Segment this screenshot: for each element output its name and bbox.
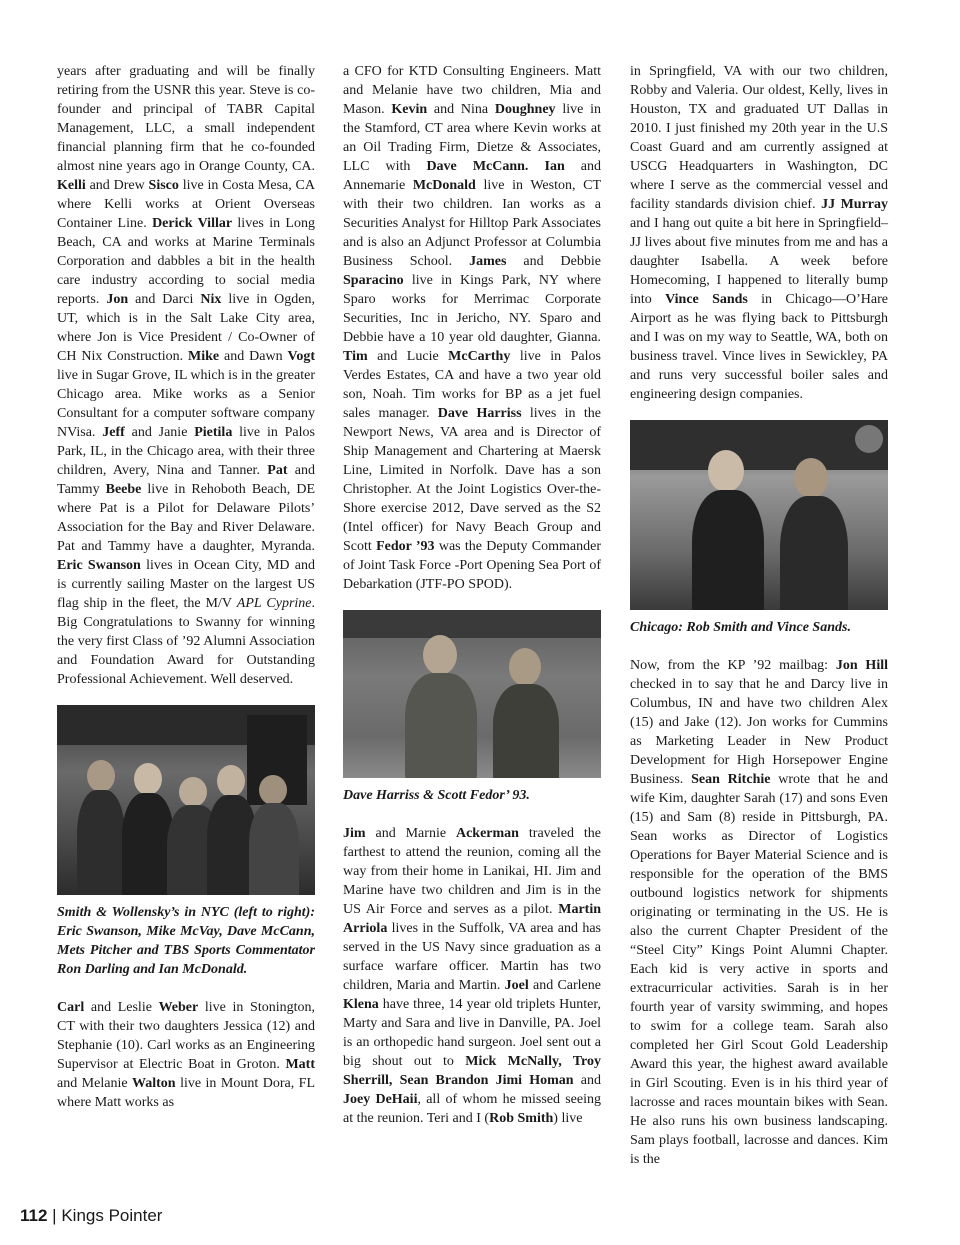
text-run: live in Rehoboth Beach, DE where Pat is a Pilot for Delaware Pilots’ Association for the Bay and River Delaware. Pat and Tammy have a daughter, Myranda.: [57, 482, 315, 554]
photo-smith-wollensky: [57, 705, 315, 895]
bold-name: Tim: [343, 349, 368, 364]
footer-separator: |: [52, 1206, 57, 1225]
bold-name: Mick McNally, Troy Sherrill, Sean Brandon Jimi Homan: [343, 1054, 601, 1088]
bold-name: Matt: [285, 1057, 315, 1072]
photo-caption: Chicago: Rob Smith and Vince Sands.: [630, 620, 851, 635]
bold-name: Weber: [158, 1000, 199, 1015]
text-run: and Melanie: [57, 1076, 133, 1091]
photo-caption: Dave Harriss & Scott Fedor’ 93.: [343, 788, 530, 803]
bold-name: Dave McCann.: [426, 159, 529, 174]
text-run: in Chicago—O’Hare Airport as he was flying back to Pittsburgh and I was on my way to Seattle, WA, both on business travel. Vince lives in Sewickley, PA and runs very successful boiler sales and engineering design companies.: [630, 292, 888, 402]
text-run: live in Weston, CT with their two children. Ian works as a Securities Analyst for Hilltop Park Associates and is also an Adjunct Professor at Columbia Business School.: [343, 178, 601, 269]
text-run: was the Deputy Commander of Joint Task Force -Port Opening Sea Port of Debarkation (JTF-PO SPOD).: [343, 539, 601, 592]
bold-name: Carl: [57, 1000, 85, 1015]
text-run: traveled the farthest to attend the reunion, coming all the way from their home in Lanikai, HI. Jim and Marine have two children and Jim is in the US Air Force and serves as a pilot.: [343, 826, 601, 917]
text-run: and Janie: [124, 425, 195, 440]
text-run: and Dawn: [219, 349, 288, 364]
text-run: in Springfield, VA with our two children, Robby and Valeria. Our oldest, Kelly, lives in Houston, TX and graduated UT Dallas in 2010. I just finished my 20th year in the U.S Coast Guard and am currently assigned at USCG Headquarters in Washington, DC where I serve as the commercial vessel and facility standards division chief.: [630, 64, 888, 212]
bold-name: McCarthy: [448, 349, 511, 364]
bold-name: Jim: [343, 826, 366, 841]
text-run: live in the Stamford, CT area where Kevin works at an Oil Trading Firm, Dietze & Associates, LLC with: [343, 102, 601, 174]
bold-name: Kevin: [391, 102, 428, 117]
bold-name: Vogt: [287, 349, 316, 364]
article-paragraph: [57, 62, 315, 689]
bold-name: Rob Smith: [489, 1111, 554, 1126]
page-footer: [20, 1206, 162, 1226]
publication-name: Kings Pointer: [61, 1206, 163, 1225]
text-run: live in Costa Mesa, CA where Kelli works at Orient Overseas Container Line.: [57, 178, 316, 231]
text-run: a CFO for KTD Consulting Engineers. Matt and Melanie have two children, Mia and Mason.: [343, 64, 601, 117]
article-paragraph: [630, 62, 888, 404]
text-run: and Darci: [128, 292, 201, 307]
bold-name: Walton: [132, 1076, 176, 1091]
bold-name: Fedor ’93: [376, 539, 435, 554]
photo-harriss-fedor: [343, 610, 601, 778]
bold-name: Martin Arriola: [343, 902, 601, 936]
column-1: [57, 62, 315, 1112]
text-run: live in Ogden, UT, which is in the Salt Lake City area, where Jon is Vice President / Co-Owner of CH Nix Construction.: [57, 292, 315, 364]
text-run: have three, 14 year old triplets Hunter, Marty and Sara and live in Danville, PA. Joel is an orthopedic hand surgeon. Joel sent out a big shout out to: [343, 997, 601, 1069]
text-run: and Tammy: [57, 463, 316, 497]
bold-name: Klena: [343, 997, 379, 1012]
bold-name: Eric Swanson: [57, 558, 141, 573]
article-paragraph: [57, 998, 315, 1112]
text-run: live in Stonington, CT with their two daughters Jessica (12) and Stephanie (10). Carl works as an Engineering Supervisor at Electric Boat in Groton.: [57, 1000, 316, 1072]
bold-name: McDonald: [412, 178, 476, 193]
bold-name: Ackerman: [455, 826, 519, 841]
bold-name: Jon Hill: [835, 658, 888, 673]
bold-name: Doughney: [494, 102, 556, 117]
text-run: checked in to say that he and Darcy live in Columbus, IN and have two children Alex (15) and Jake (12). Jon works for Cummins as Marketing Leader in New Product Development for High Horsepower Engine Business.: [630, 677, 888, 787]
bold-name: Dave Harriss: [437, 406, 522, 421]
text-run: live in Palos Verdes Estates, CA and have a two year old son, Noah. Tim works for BP as a jet fuel sales manager.: [343, 349, 601, 421]
column-2: [343, 62, 601, 1128]
bold-name: Pat: [267, 463, 288, 478]
bold-name: Sean Ritchie: [691, 772, 771, 787]
bold-name: Jeff: [102, 425, 125, 440]
bold-name: Ian: [544, 159, 565, 174]
text-run: wrote that he and wife Kim, daughter Sarah (17) and sons Even (15) and Sam (8) reside in Pittsburgh, PA. Sean works as Director of Logistics Operations for Bayer Material Science and is responsible for the operation of the BMS outbound logistics network for shipments originating or terminating in the US. He is also the current Chapter President of the “Steel City” Kings Point Alumni Chapter. Each kid is very active in sports and extracurricular activities. Sarah is in her fourth year of varsity swimming, and hopes to swim for a college team. Sarah also completed her Girl Scout Gold Leadership Award this year, the highest award available in Girl Scouting. Even is in his third year of lacrosse and races mountain bikes with Sean. He also runs his own business landscaping. Sam plays football, lacrosse and dances. Kim is the: [630, 772, 888, 1167]
text-run: and Lucie: [367, 349, 449, 364]
text-run: and: [573, 1073, 602, 1088]
text-run: and Nina: [427, 102, 495, 117]
bold-name: James: [469, 254, 507, 269]
text-run: live in Palos Park, IL, in the Chicago area, with their three children, Avery, Nina and Tanner.: [57, 425, 315, 478]
text-run: and Marnie: [365, 826, 456, 841]
text-run: , all of whom he missed seeing at the reunion. Teri and I (: [343, 1092, 601, 1126]
text-run: and I hang out quite a bit here in Springfield–JJ lives about five minutes from me and has a daughter Isabella. A week before Homecoming, I happened to literally bump into: [630, 216, 888, 307]
text-run: lives in the Newport News, VA area and is Director of Ship Management and Chartering at Maersk Line, Limited in Norfolk. Dave has a son Christopher. At the Joint Logistics Over-the-Shore exercise 2012, Dave served as the S2 (Intel officer) for Navy Beach Group and Scott: [343, 406, 601, 554]
text-run: [528, 159, 544, 174]
article-paragraph: [630, 656, 888, 1169]
text-run: lives in Ocean City, MD and is currently sailing Master on the largest US flag ship in the fleet, the M/V: [57, 558, 315, 611]
bold-name: Vince Sands: [665, 292, 748, 307]
text-run: lives in Long Beach, CA and works at Marine Terminals Corporation and dabbles a bit in the health care industry according to social media reports.: [57, 216, 315, 307]
text-run: and Carlene: [528, 978, 601, 993]
bold-name: JJ Murray: [821, 197, 888, 212]
text-run: and Leslie: [84, 1000, 159, 1015]
bold-name: Derick Villar: [152, 216, 233, 231]
text-run: lives in the Suffolk, VA area and has served in the US Navy since graduation as a surface warfare officer. Martin has two children, Maria and Martin.: [343, 921, 601, 993]
bold-name: Mike: [188, 349, 220, 364]
article-paragraph: [343, 824, 601, 1128]
page-number: 112: [20, 1206, 48, 1225]
bold-name: Joey DeHaii: [343, 1092, 418, 1107]
text-run: and Drew: [85, 178, 149, 193]
bold-name: Joel: [504, 978, 529, 993]
text-run: live in Mount Dora, FL where Matt works as: [57, 1076, 315, 1110]
photo-chicago: [630, 420, 888, 610]
bold-name: Sisco: [148, 178, 179, 193]
bold-name: Kelli: [57, 178, 86, 193]
bold-name: Sparacino: [343, 273, 404, 288]
text-run: ) live: [553, 1111, 583, 1126]
text-run: live in Kings Park, NY where Sparo works for Merrimac Corporate Securities, Inc in Jericho, NY. Sparo and Debbie have a 10 year old daughter, Gianna.: [343, 273, 601, 345]
article-paragraph: [343, 62, 601, 594]
text-run: . Big Congratulations to Swanny for winning the very first Class of ’92 Alumni Association and Foundation Award for Outstanding Professional Achievement. Well deserved.: [57, 596, 316, 687]
column-3: [630, 62, 888, 1169]
photo-caption: Smith & Wollensky’s in NYC (left to right): Eric Swanson, Mike McVay, Dave McCann, Mets Pitcher and TBS Sports Commentator Ron Darling and Ian McDonald.: [57, 905, 315, 977]
bold-name: Pietila: [194, 425, 233, 440]
bold-name: Nix: [200, 292, 222, 307]
italic-text: APL Cyprine: [236, 596, 312, 611]
bold-name: Jon: [106, 292, 129, 307]
text-run: Now, from the KP ’92 mailbag:: [630, 658, 836, 673]
text-run: live in Sugar Grove, IL which is in the greater Chicago area. Mike works as a Senior Consultant for a computer software company NVisa.: [57, 368, 315, 440]
text-run: and Debbie: [506, 254, 601, 269]
text-run: and Annemarie: [343, 159, 602, 193]
text-run: years after graduating and will be finally retiring from the USNR this year. Steve is co-founder and principal of TABR Capital Management, LLC, a small independent financial planning firm that he co-founded almost nine years ago in Orange County, CA.: [57, 64, 315, 174]
bold-name: Beebe: [105, 482, 142, 497]
